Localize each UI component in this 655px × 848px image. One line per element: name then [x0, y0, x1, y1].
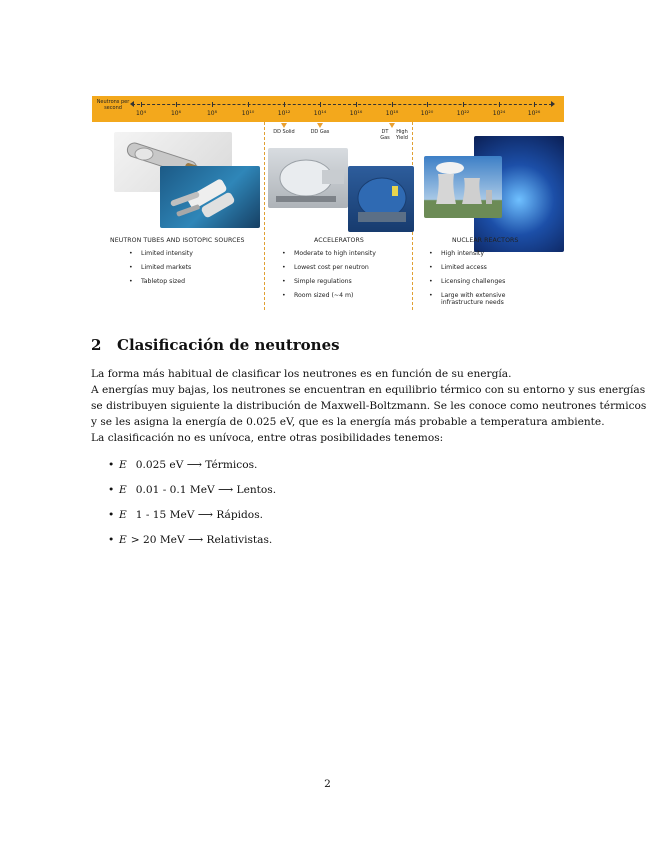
marker-dd-gas-icon	[317, 123, 323, 128]
section-heading	[91, 336, 340, 354]
panel-divider	[264, 122, 265, 310]
marker-dd-solid-icon	[281, 123, 287, 128]
tick-mark	[176, 102, 177, 107]
tick-mark	[320, 102, 321, 107]
energy-symbol: E	[119, 484, 127, 496]
list-item: • Moderate to high intensity	[281, 250, 376, 257]
paragraph-line: A energías muy bajas, los neutrones se encuentran en equilibrio térmico con su entorno y sus energías	[91, 384, 646, 396]
tick-label: 10⁶	[170, 110, 182, 117]
list-item	[108, 509, 263, 521]
accelerator-photo-grey	[268, 148, 348, 208]
list-item: • Tabletop sized	[128, 278, 193, 285]
accelerator-photo-blue	[348, 166, 414, 232]
tick-mark	[534, 102, 535, 107]
isotopic-sources-photo	[160, 166, 260, 228]
paragraph-line: se distribuyen siguiente la distribución de Maxwell-Boltzmann. Se les conoce como neutrones térmicos	[91, 400, 647, 412]
list-item: • Limited access	[428, 264, 548, 271]
list-item: • Lowest cost per neutron	[281, 264, 376, 271]
list-item: • Simple regulations	[281, 278, 376, 285]
tick-label: 10¹⁰	[241, 110, 255, 117]
tick-mark	[212, 102, 213, 107]
tick-mark	[356, 102, 357, 107]
panel-bullets-nuclear-reactors	[428, 250, 548, 306]
page-number: 2	[324, 778, 331, 790]
tick-label: 10¹⁶	[349, 110, 363, 117]
scale-axis-line	[132, 104, 552, 105]
tick-label: 10²⁶	[527, 110, 541, 117]
tick-label: 10¹⁸	[385, 110, 399, 117]
panel-bullets-accelerators	[281, 250, 376, 306]
arrow-left-icon	[130, 101, 134, 107]
list-item-text: 1 - 15 MeV ⟶ Rápidos.	[135, 509, 263, 521]
list-item: • High intensity	[428, 250, 548, 257]
list-item	[108, 459, 257, 471]
section-title: Clasificación de neutrones	[117, 336, 340, 354]
section-number: 2	[91, 336, 102, 354]
tick-label: 10¹⁴	[313, 110, 327, 117]
tick-mark	[463, 102, 464, 107]
tick-label: 10²²	[456, 110, 470, 117]
list-item: • Licensing challenges	[428, 278, 548, 285]
tick-label: 10⁴	[135, 110, 147, 117]
list-item-text: > 20 MeV ⟶ Relativistas.	[130, 534, 273, 546]
paragraph-line: La clasificación no es unívoca, entre otras posibilidades tenemos:	[91, 432, 444, 444]
bullet-icon: •	[108, 534, 115, 546]
list-item: • Limited markets	[128, 264, 193, 271]
tick-label: 10¹²	[277, 110, 291, 117]
marker-label-dd-gas: DD Gas	[310, 129, 330, 135]
tick-mark	[499, 102, 500, 107]
marker-label-dt-gas: DT Gas	[380, 129, 390, 141]
list-item-text: 0.025 eV ⟶ Térmicos.	[135, 459, 258, 471]
list-item: • Room sized (~4 m)	[281, 292, 376, 299]
cooling-towers-photo	[424, 156, 502, 218]
tick-label: 10⁸	[206, 110, 218, 117]
list-item: • Large with extensive infrastructure needs	[428, 292, 521, 306]
bullet-icon: •	[108, 484, 115, 496]
panel-title-accelerators: ACCELERATORS	[314, 237, 364, 244]
marker-label-high-yield: High Yield	[396, 129, 408, 141]
tick-label: 10²⁴	[492, 110, 506, 117]
marker-dt-gas-icon	[389, 123, 395, 128]
panel-title-neutron-tubes: NEUTRON TUBES AND ISOTOPIC SOURCES	[110, 237, 245, 244]
intensity-scale-bar	[92, 96, 564, 122]
bullet-icon: •	[108, 459, 115, 471]
list-item-text: 0.01 - 0.1 MeV ⟶ Lentos.	[135, 484, 277, 496]
paragraph-line: y se les asigna la energía de 0.025 eV, que es la energía más probable a temperatura ambiente.	[91, 416, 605, 428]
list-item	[108, 534, 272, 546]
tick-mark	[248, 102, 249, 107]
tick-mark	[392, 102, 393, 107]
panel-bullets-neutron-tubes	[128, 250, 193, 292]
tick-label: 10²⁰	[420, 110, 434, 117]
scale-caption: Neutrons per second	[96, 99, 130, 111]
panel-title-nuclear-reactors: NUCLEAR REACTORS	[452, 237, 519, 244]
marker-label-dd-solid: DD Solid	[273, 129, 295, 135]
energy-symbol: E	[119, 534, 127, 546]
energy-symbol: E	[119, 509, 127, 521]
tick-mark	[427, 102, 428, 107]
paragraph-line: La forma más habitual de clasificar los neutrones es en función de su energía.	[91, 368, 512, 380]
arrow-right-icon	[551, 101, 555, 107]
list-item	[108, 484, 276, 496]
tick-mark	[284, 102, 285, 107]
bullet-icon: •	[108, 509, 115, 521]
list-item: • Limited intensity	[128, 250, 193, 257]
tick-mark	[141, 102, 142, 107]
neutron-source-figure	[92, 96, 564, 310]
energy-symbol: E	[119, 459, 127, 471]
